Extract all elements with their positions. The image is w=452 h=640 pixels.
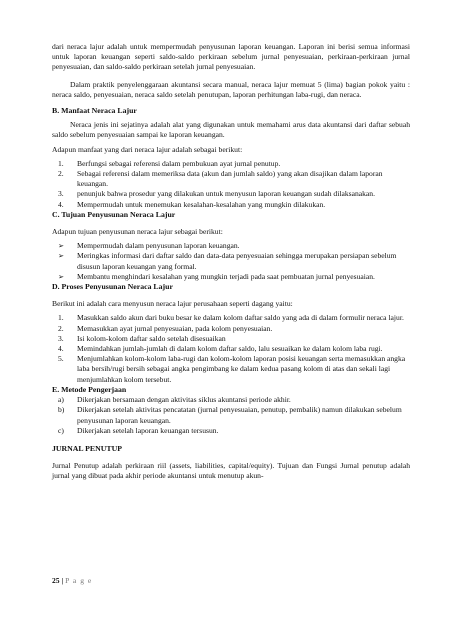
section-c-lead: Adapun tujuan penyusunan neraca lajur sebagai berikut: <box>52 227 223 237</box>
list-item-text: Memindahkan jumlah-jumlah di dalam kolom daftar saldo, lalu sesuaikan ke dalam kolom laba rugi. <box>77 344 383 354</box>
section-heading-b: B. Manfaat Neraca Lajur <box>52 106 137 116</box>
list-item-text: Masukkan saldo akun dari buku besar ke dalam kolom daftar saldo yang ada di dalam formulir neraca lajur. <box>77 313 404 323</box>
list-item <box>52 354 410 385</box>
list-item <box>52 189 410 199</box>
method-list <box>52 395 410 436</box>
list-number: 2. <box>58 323 64 333</box>
list-number: 3. <box>58 189 64 199</box>
page-footer <box>52 576 92 586</box>
list-item <box>52 344 410 354</box>
list-item <box>52 395 410 405</box>
list-number: 1. <box>58 158 64 168</box>
list-number: 1. <box>58 313 64 323</box>
page-label: P a g e <box>65 576 93 585</box>
list-item <box>52 334 410 344</box>
list-item-text: Memasukkan ayat jurnal penyesuaian, pada kolom penyesuaian. <box>77 323 273 333</box>
list-item <box>52 313 410 323</box>
section-b-paragraph: Neraca jenis ini sejatinya adalah alat yang digunakan untuk memahami arus data akuntansi dari daftar sebuah saldo sebelum penyesuaian sampai ke laporan keuangan. <box>52 120 410 140</box>
intro-paragraph: Dalam praktik penyelenggaraan akuntansi secara manual, neraca lajur memuat 5 (lima) bagian pokok yaitu : neraca saldo, penyesuaian, neraca saldo setelah penutupan, laporan perhitungan laba-rugi, dan neraca. <box>52 79 410 99</box>
list-item <box>52 405 410 425</box>
list-item-text: Membantu menghindari kesalahan yang mungkin terjadi pada saat pembuatan jurnal penyesuaian. <box>77 271 375 281</box>
goals-list <box>52 241 410 282</box>
list-item <box>52 159 410 169</box>
list-number: 5. <box>58 354 64 364</box>
list-item <box>52 200 410 210</box>
list-item <box>52 251 410 271</box>
list-item <box>52 426 410 436</box>
list-number: 4. <box>58 199 64 209</box>
section-heading-d: D. Proses Penyusunan Neraca Lajur <box>52 282 173 292</box>
list-letter: c) <box>58 425 64 435</box>
list-item <box>52 169 410 189</box>
list-item-text: Sebagai referensi dalam memeriksa data (akun dan jumlah saldo) yang akan disajikan dalam laporan keuangan. <box>77 169 383 189</box>
list-letter: b) <box>58 405 65 415</box>
list-item-text: Isi kolom-kolom daftar saldo setelah disesuaikan <box>77 333 226 343</box>
benefits-list <box>52 159 410 210</box>
list-item-text: Menjumlahkan kolom-kolom laba-rugi dan kolom-kolom laporan posisi keuangan serta memasukkan angka laba bersih/rugi bersih sebagai angka pengimbang ke dalam kedua pasang kolom di atas dan sekali lagi menjumlahkan kolom tersebut. <box>77 354 406 384</box>
list-item-text: Dikerjakan bersamaan dengan aktivitas siklus akuntansi periode akhir. <box>77 395 291 405</box>
section-d-lead: Berikut ini adalah cara menyusun neraca lajur perusahaan seperti dagang yaitu: <box>52 299 293 309</box>
process-list <box>52 313 410 384</box>
list-item <box>52 272 410 282</box>
section-heading-e: E. Metode Pengerjaan <box>52 384 127 394</box>
page-number: 25 <box>52 576 60 585</box>
section-b-lead: Adapun manfaat yang dari neraca lajur adalah sebagai berikut: <box>52 144 243 154</box>
list-number: 3. <box>58 333 64 343</box>
footer-separator: | <box>61 576 64 585</box>
jurnal-paragraph: Jurnal Penutup adalah perkiraan riil (assets, liabilities, capital/equity). Tujuan dan Fungsi Jurnal penutup adalah jurnal yang dibuat pada akhir periode akuntansi untuk menutup akun- <box>52 461 410 481</box>
arrow-bullet-icon: ➢ <box>58 241 65 251</box>
list-item-text: Mempermudah dalam penyusunan laporan keuangan. <box>77 241 240 251</box>
page-content <box>52 42 410 482</box>
section-heading-c: C. Tujuan Penyusunan Neraca Lajur <box>52 209 176 219</box>
jurnal-heading: JURNAL PENUTUP <box>52 443 122 453</box>
list-item <box>52 241 410 251</box>
list-item-text: Berfungsi sebagai referensi dalam pembukuan ayat jurnal penutup. <box>77 158 281 168</box>
list-item-text: Dikerjakan setelah laporan keuangan tersusun. <box>77 425 219 435</box>
list-item-text: Meringkas informasi dari daftar saldo dan data-data penyesuaian sehingga merupakan persiapan sebelum disusun laporan keuangan yang formal. <box>77 251 397 271</box>
list-item-text: Mempermudah untuk menemukan kesalahan-kesalahan yang mungkin dilakukan. <box>77 199 326 209</box>
list-item-text: Dikerjakan setelah aktivitas pencatatan (jurnal penyesuaian, penutup, pembalik) namun dilakukan sebelum penyusunan laporan keuangan. <box>77 405 402 425</box>
list-number: 4. <box>58 344 64 354</box>
list-letter: a) <box>58 395 64 405</box>
intro-paragraph: dari neraca lajur adalah untuk mempermudah penyusunan laporan keuangan. Laporan ini berisi semua informasi untuk laporan keuangan seperti saldo-saldo perkiraan sebelum jurnal penyesuaian, perkiraan-perkiraan jurnal penyesuaian, dan saldo-saldo perkiraan setelah jurnal penyesuaian. <box>52 42 410 72</box>
list-number: 2. <box>58 169 64 179</box>
arrow-bullet-icon: ➢ <box>58 271 65 281</box>
arrow-bullet-icon: ➢ <box>58 251 65 261</box>
list-item-text: penunjuk bahwa prosedur yang dilakukan untuk menyusun laporan keuangan sudah dilaksanakan. <box>77 189 375 199</box>
list-item <box>52 324 410 334</box>
